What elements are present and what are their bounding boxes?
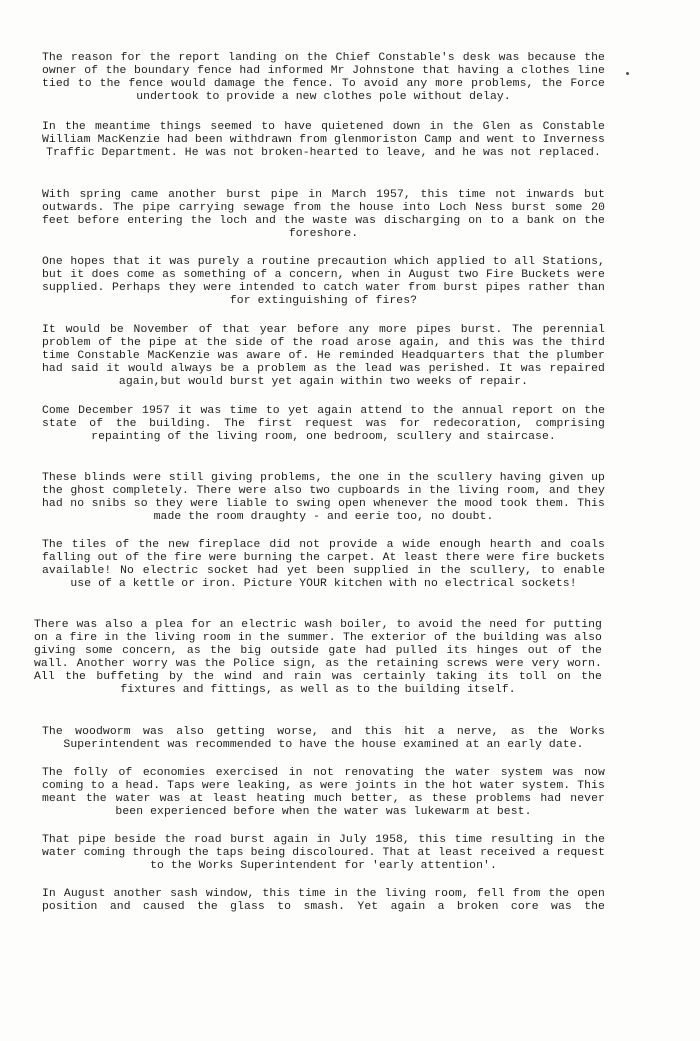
paragraph-sash-window: In August another sash window, this time in the living room, fell from the open position and caused the glass to smash. Yet again a broken core was the <box>42 888 605 913</box>
stray-ink-mark <box>626 72 629 75</box>
paragraph-blinds: These blinds were still giving problems, the one in the scullery having given up the ghost completely. There were also two cupboards in the living room, and they had no snibs so they were liable to swing open whenever the mood took them. This made the room draughty - and eerie too, no doubt. <box>42 472 605 523</box>
paragraph-sewage-pipe: With spring came another burst pipe in March 1957, this time not inwards but outwards. The pipe carrying sewage from the house into Loch Ness burst some 20 feet before entering the loch and the waste was discharging on to a bank on the foreshore. <box>42 189 605 240</box>
paragraph-july-burst: That pipe beside the road burst again in July 1958, this time resulting in the water coming through the taps being discoloured. That at least received a request to the Works Superintendent for 'early attention'. <box>42 834 605 872</box>
paragraph-water-system: The folly of economies exercised in not renovating the water system was now coming to a head. Taps were leaking, as were joints in the hot water system. This meant the water was at least heating much better, as these problems had never been experienced before when the water was lukewarm at best. <box>42 767 605 818</box>
paragraph-fire-buckets: One hopes that it was purely a routine precaution which applied to all Stations, but it does come as something of a concern, when in August two Fire Buckets were supplied. Perhaps they were intended to catch water from burst pipes rather than for extinguishing of fires? <box>42 256 605 307</box>
paragraph-november-pipes: It would be November of that year before any more pipes burst. The perennial problem of the pipe at the side of the road arose again, and this was the third time Constable MacKenzie was aware of. He reminded Headquarters that the plumber had said it would always be a problem as the lead was perished. It was repaired again,but would burst yet again within two weeks of repair. <box>42 324 605 388</box>
paragraph-fireplace: The tiles of the new fireplace did not provide a wide enough hearth and coals falling out of the fire were burning the carpet. At least there were fire buckets available! No electric socket had yet been supplied in the scullery, to enable use of a kettle or iron. Picture YOUR kitchen with no electrical sockets! <box>42 539 605 590</box>
paragraph-woodworm: The woodworm was also getting worse, and this hit a nerve, as the Works Superintendent was recommended to have the house examined at an early date. <box>42 726 605 751</box>
paragraph-annual-report: Come December 1957 it was time to yet again attend to the annual report on the state of the building. The first request was for redecoration, comprising repainting of the living room, one bedroom, scullery and staircase. <box>42 405 605 443</box>
paragraph-clothes-pole: The reason for the report landing on the Chief Constable's desk was because the owner of the boundary fence had informed Mr Johnstone that having a clothes line tied to the fence would damage the fence. To avoid any more problems, the Force undertook to provide a new clothes pole without delay. <box>42 52 605 103</box>
paragraph-wash-boiler: There was also a plea for an electric wash boiler, to avoid the need for putting on a fire in the living room in the summer. The exterior of the building was also giving some concern, as the big outside gate had pulled its hinges out of the wall. Another worry was the Police sign, as the retaining screws were very worn. All the buffeting by the wind and rain was certainly taking its toll on the fixtures and fittings, as well as to the building itself. <box>34 619 602 696</box>
paragraph-constable-withdrawn: In the meantime things seemed to have quietened down in the Glen as Constable William MacKenzie had been withdrawn from glenmoriston Camp and went to Inverness Traffic Department. He was not broken-hearted to leave, and he was not replaced. <box>42 121 605 159</box>
